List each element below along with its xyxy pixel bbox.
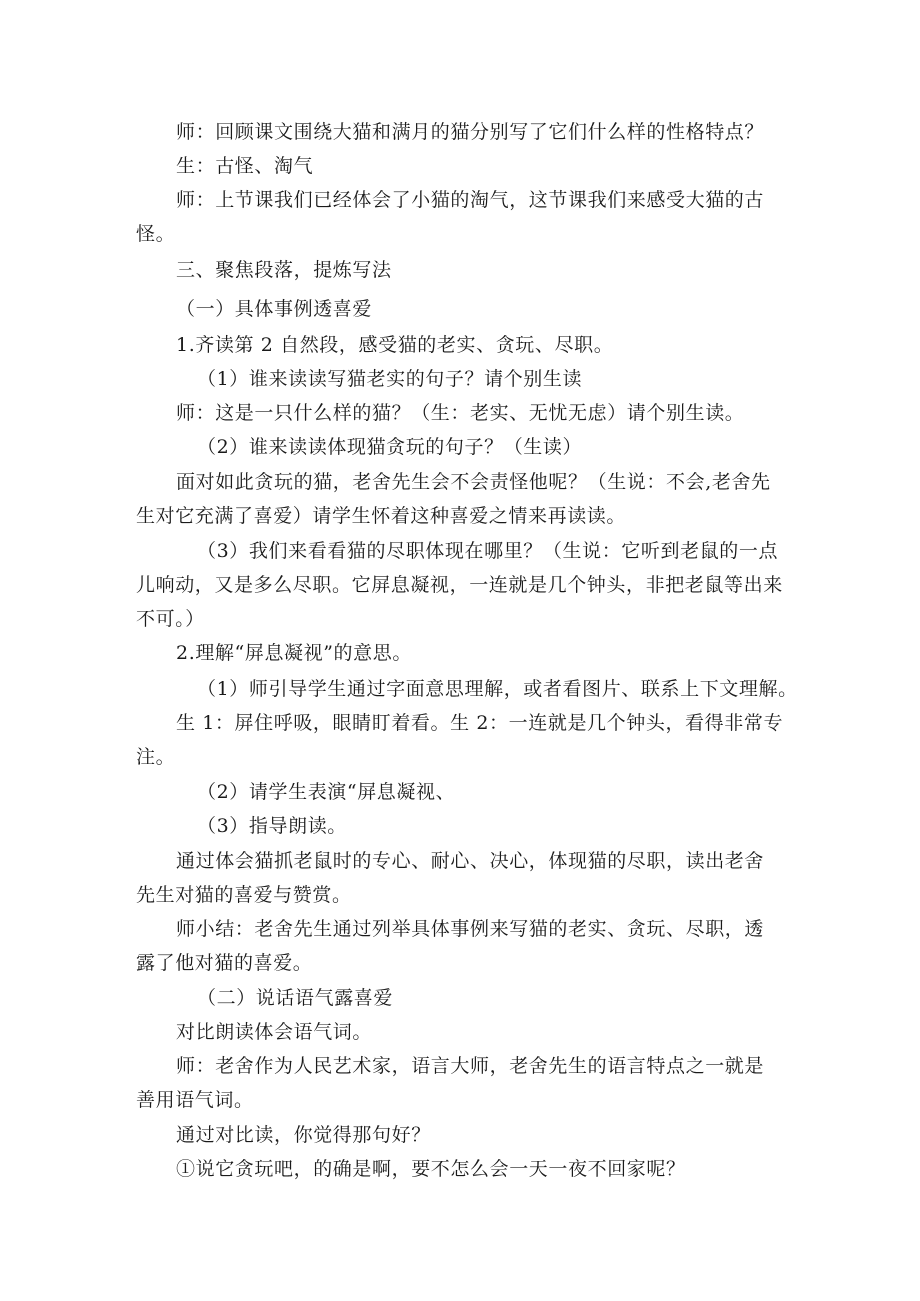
text-line: 怪。 <box>136 223 176 245</box>
text-line: 师：回顾课文围绕大猫和满月的猫分别写了它们什么样的性格特点？ <box>176 121 765 143</box>
text-line: 生对它充满了喜爱）请学生怀着这种喜爱之情来再读读。 <box>136 505 627 527</box>
text-line: 先生对猫的喜爱与赞赏。 <box>136 884 352 906</box>
text-line: （2）请学生表演“屏息凝视、 <box>197 781 456 803</box>
text-line: （3）指导朗读。 <box>197 815 347 837</box>
text-line: 对比朗读体会语气词。 <box>176 1021 373 1043</box>
text-line: 2.理解“屏息凝视”的意思。 <box>176 642 412 664</box>
text-line: （2）谁来读读体现猫贪玩的句子？（生读） <box>197 436 583 458</box>
subsection-heading: （一）具体事例透喜爱 <box>176 298 373 320</box>
subsection-heading: （二）说话语气露喜爱 <box>197 987 394 1009</box>
text-line: 师：老舍作为人民艺术家，语言大师，老舍先生的语言特点之一就是 <box>176 1055 765 1077</box>
text-line: 师：这是一只什么样的猫？（生：老实、无忧无虑）请个别生读。 <box>176 402 745 424</box>
text-line: 师小结：老舍先生通过列举具体事例来写猫的老实、贪玩、尽职，透 <box>176 918 765 940</box>
text-line: 注。 <box>136 746 176 768</box>
text-line: 通过对比读，你觉得那句好？ <box>176 1124 431 1146</box>
text-line: 通过体会猫抓老鼠时的专心、耐心、决心，体现猫的尽职，读出老舍 <box>176 850 765 872</box>
text-line: 1.齐读第 2 自然段，感受猫的老实、贪玩、尽职。 <box>176 334 614 356</box>
text-line: 面对如此贪玩的猫，老舍先生会不会责怪他呢？（生说：不会,老舍先 <box>176 471 771 493</box>
text-line: （1）师引导学生通过字面意思理解，或者看图片、联系上下文理解。 <box>197 678 798 700</box>
text-line: 儿响动，又是多么尽职。它屏息凝视，一连就是几个钟头，非把老鼠等出来 <box>136 574 783 596</box>
text-line: （3）我们来看看猫的尽职体现在哪里？（生说：它听到老鼠的一点 <box>197 540 779 562</box>
text-line: 露了他对猫的喜爱。 <box>136 952 313 974</box>
text-line: ①说它贪玩吧，的确是啊，要不怎么会一天一夜不回家呢？ <box>176 1158 686 1180</box>
text-line: 善用语气词。 <box>136 1089 254 1111</box>
text-line: 师：上节课我们已经体会了小猫的淘气，这节课我们来感受大猫的古 <box>176 189 765 211</box>
text-line: 生：古怪、淘气 <box>176 155 314 177</box>
text-line: 不可。） <box>136 608 205 630</box>
text-line: 生 1：屏住呼吸，眼睛盯着看。生 2：一连就是几个钟头，看得非常专 <box>176 712 784 734</box>
text-line: （1）谁来读读写猫老实的句子？请个别生读 <box>197 368 583 390</box>
section-heading: 三、聚焦段落，提炼写法 <box>176 259 392 281</box>
